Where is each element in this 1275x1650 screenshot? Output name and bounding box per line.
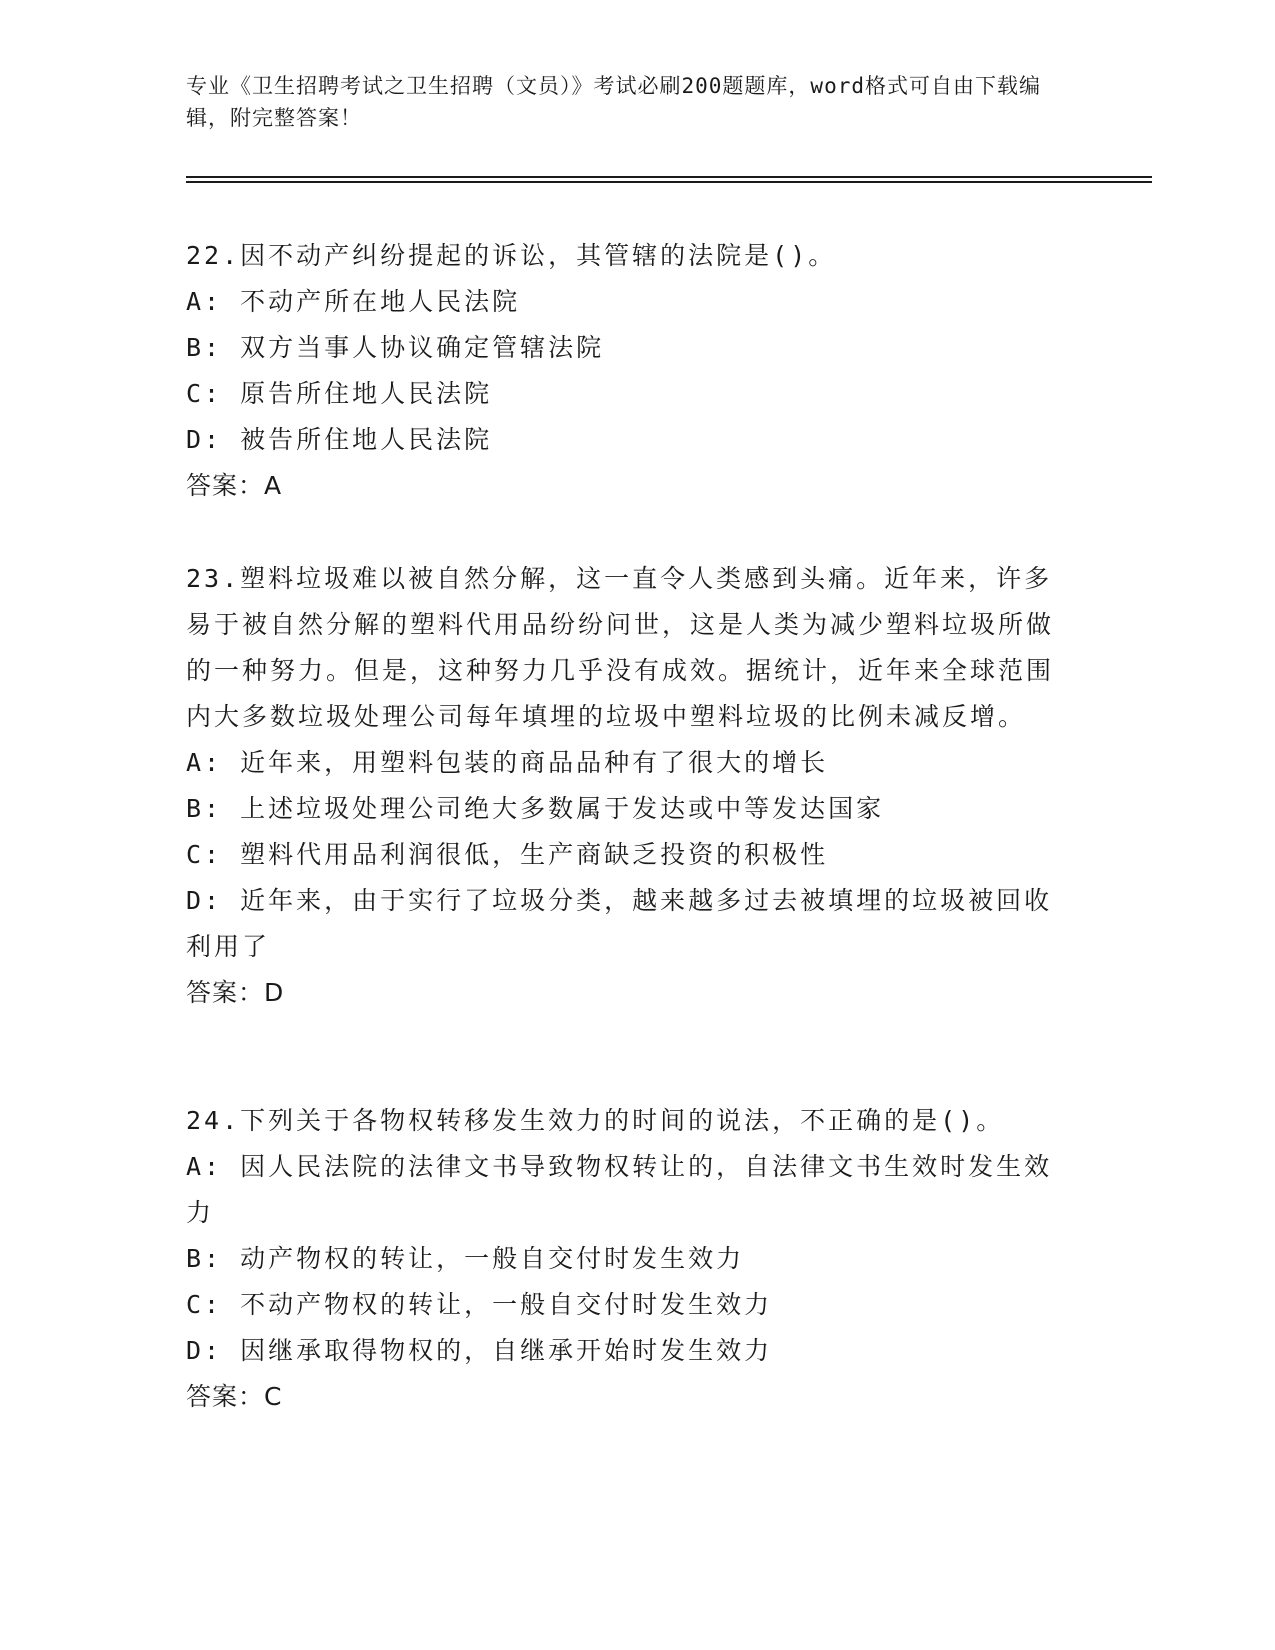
option-b: B: 上述垃圾处理公司绝大多数属于发达或中等发达国家 [186,794,885,823]
question-stem: 22.因不动产纠纷提起的诉讼，其管辖的法院是()。 [186,241,837,270]
document-header [186,70,1066,134]
header-divider-top [186,176,1152,178]
option-b: B: 双方当事人协议确定管辖法院 [186,333,605,362]
question-24 [186,1098,1066,1420]
option-d: D: 被告所住地人民法院 [186,425,493,454]
answer-text: 答案：D [186,978,285,1007]
option-b: B: 动产物权的转让，一般自交付时发生效力 [186,1244,745,1273]
question-22 [186,233,1066,509]
option-a: A: 近年来，用塑料包装的商品品种有了很大的增长 [186,748,829,777]
answer-text: 答案：A [186,471,283,500]
question-stem: 24.下列关于各物权转移发生效力的时间的说法，不正确的是()。 [186,1106,1005,1135]
option-c: C: 塑料代用品利润很低，生产商缺乏投资的积极性 [186,840,829,869]
question-stem: 23.塑料垃圾难以被自然分解，这一直令人类感到头痛。近年来，许多易于被自然分解的塑料代用品纷纷问世，这是人类为减少塑料垃圾所做的一种努力。但是，这种努力几乎没有成效。据统计，近年来全球范围内大多数垃圾处理公司每年填埋的垃圾中塑料垃圾的比例未减反增。 [186,564,1055,731]
option-c: C: 不动产物权的转让，一般自交付时发生效力 [186,1290,773,1319]
option-c: C: 原告所住地人民法院 [186,379,493,408]
option-a: A: 不动产所在地人民法院 [186,287,521,316]
answer-text: 答案：C [186,1382,283,1411]
question-23 [186,556,1066,1016]
option-d: D: 因继承取得物权的，自继承开始时发生效力 [186,1336,773,1365]
header-text: 专业《卫生招聘考试之卫生招聘（文员）》考试必刷200题题库，word格式可自由下载编辑，附完整答案！ [186,74,1041,130]
option-d: D: 近年来，由于实行了垃圾分类，越来越多过去被填埋的垃圾被回收利用了 [186,886,1053,961]
option-a: A: 因人民法院的法律文书导致物权转让的，自法律文书生效时发生效力 [186,1152,1053,1227]
header-divider-bottom [186,181,1152,183]
